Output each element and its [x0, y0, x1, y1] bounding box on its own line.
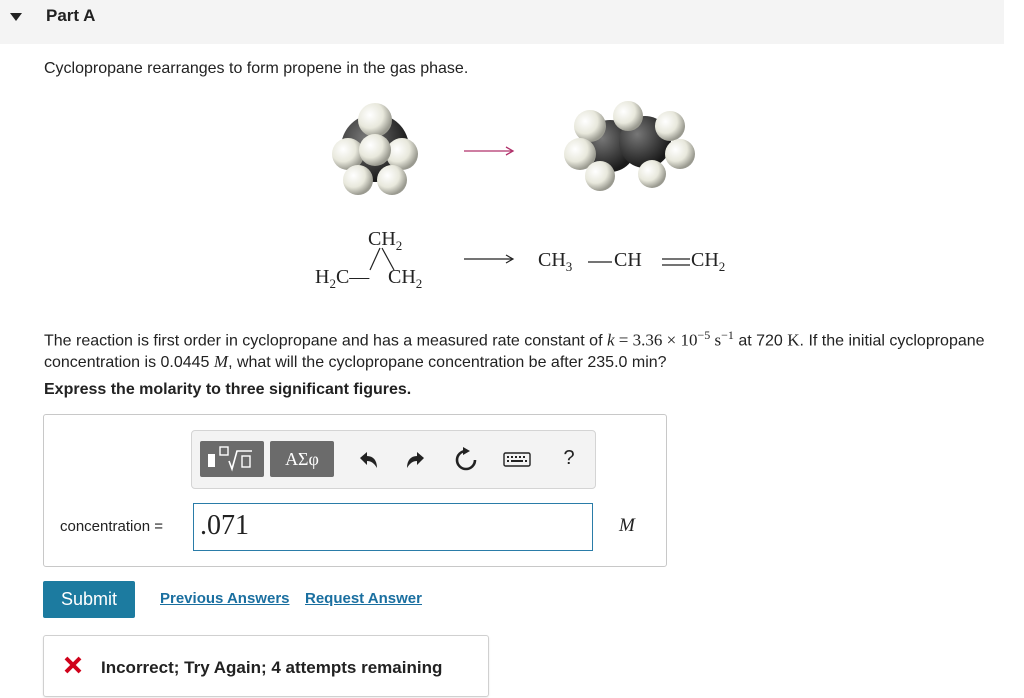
product-ch3: $CH_3$	[538, 249, 573, 274]
redo-icon[interactable]	[402, 446, 432, 474]
template-button[interactable]	[200, 441, 264, 477]
reaction-arrow-icon	[462, 144, 518, 158]
undo-icon[interactable]	[352, 446, 382, 474]
reactant-top-ch2: $CH_2$	[368, 228, 403, 253]
formula-arrow-icon	[462, 252, 518, 266]
previous-answers-link[interactable]: Previous Answers	[160, 590, 290, 607]
help-button[interactable]: ?	[563, 447, 575, 469]
intro-text: Cyclopropane rearranges to form propene in the gas phase.	[44, 60, 469, 77]
cyclopropane-molecule-image	[330, 98, 420, 198]
concentration-label: concentration =	[60, 518, 163, 535]
reactant-h2c: $H_2C—$	[315, 266, 370, 291]
template-icon	[200, 441, 264, 477]
reset-icon[interactable]	[451, 445, 481, 475]
request-answer-link[interactable]: Request Answer	[305, 590, 422, 607]
molarity-unit: M	[619, 515, 635, 536]
part-title: Part A	[46, 6, 96, 25]
x-mark-icon	[63, 655, 83, 675]
collapse-triangle-icon[interactable]	[10, 13, 22, 21]
instruction-text: Express the molarity to three significant figures.	[44, 381, 412, 398]
propene-molecule-image	[560, 96, 700, 196]
concentration-input[interactable]: .071	[193, 503, 593, 551]
keyboard-icon[interactable]	[502, 446, 532, 472]
greek-symbols-button[interactable]: ΑΣφ	[270, 441, 334, 477]
feedback-text: Incorrect; Try Again; 4 attempts remaining	[101, 658, 443, 677]
product-ch: CH	[614, 249, 642, 271]
product-ch2: $CH_2$	[691, 249, 726, 274]
part-header[interactable]	[0, 0, 1004, 44]
submit-button[interactable]: Submit	[43, 581, 135, 618]
reactant-right-ch2: $CH_2$	[388, 266, 423, 291]
question-text: The reaction is first order in cyclopropane and has a measured rate constant of $k = 3.36 \times 10^{-5}$ $s^{-1}$ at 720 K. If the initial cyclopropane concentration is 0.0445 M, what will the cyclopropane concentration be after 235.0 min?	[44, 328, 985, 372]
